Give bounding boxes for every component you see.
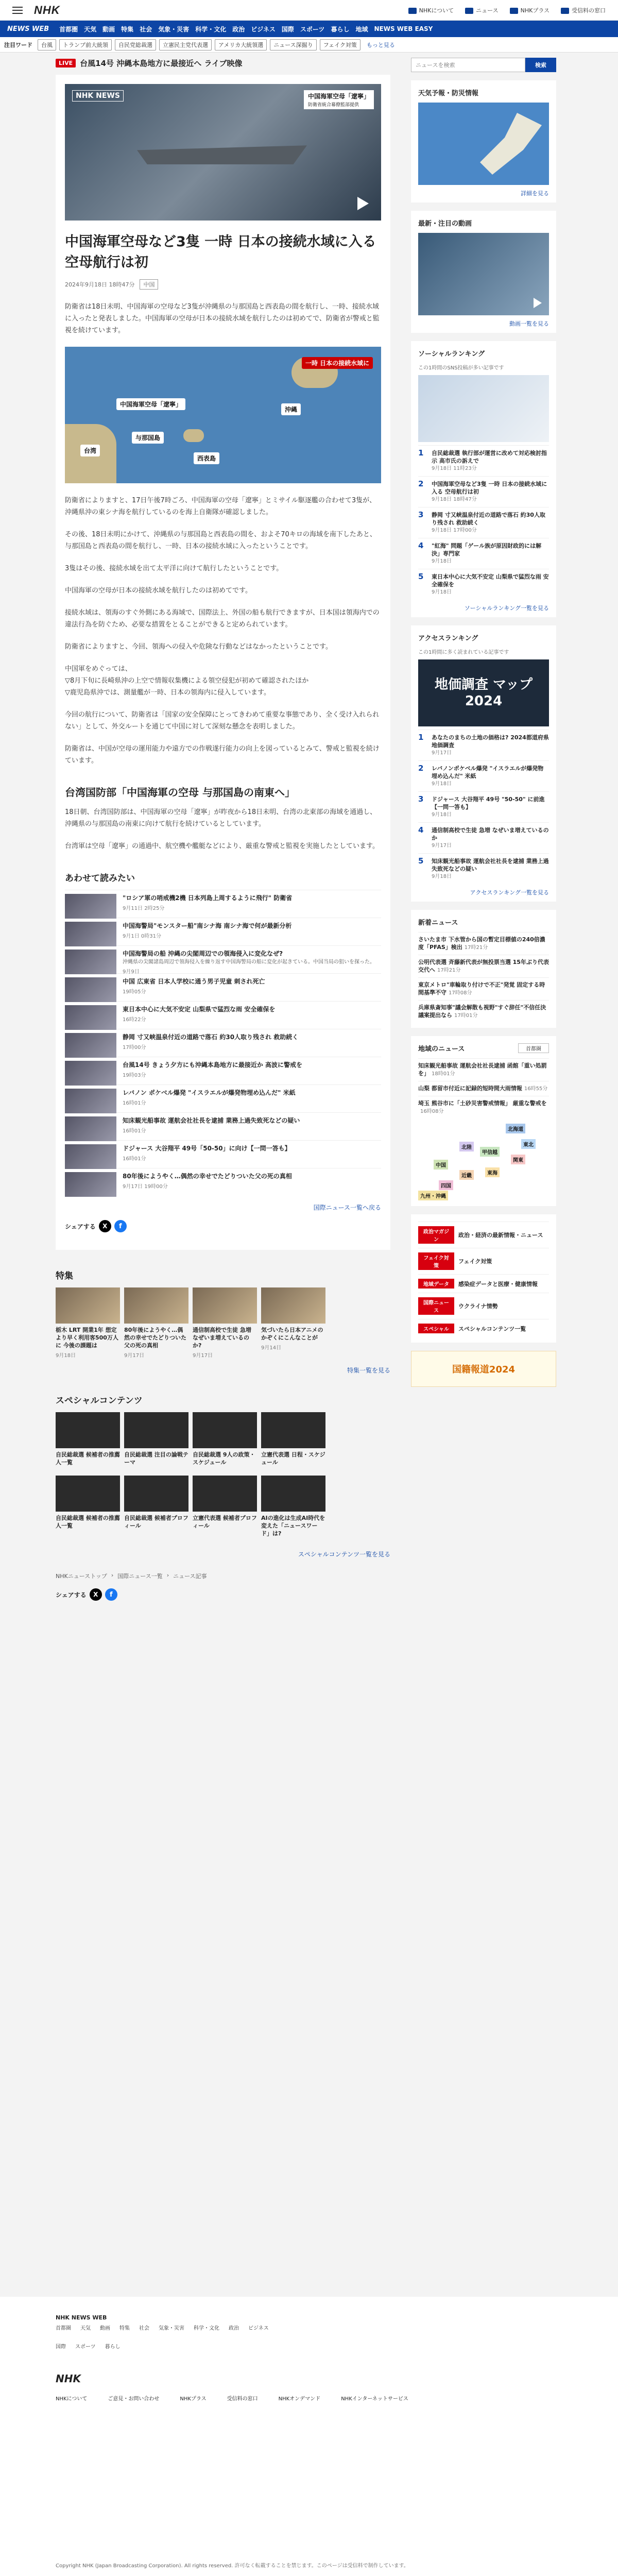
breadcrumb-item[interactable]: NHKニューストップ bbox=[56, 1573, 107, 1580]
news-icon bbox=[465, 8, 473, 14]
list-item[interactable]: レバノン ポケベル爆発 "イスラエルが爆発物埋め込んだ" 米紙 16時01分 bbox=[65, 1084, 381, 1112]
region-map bbox=[418, 1118, 549, 1201]
list-item[interactable]: 中国海警局"モンスター船"南シナ海 南シナ海で何が最新分析 9月1日 0時31分 bbox=[65, 918, 381, 945]
footer-nhk-logo[interactable]: NHK bbox=[56, 2372, 81, 2385]
thumbnail bbox=[65, 1061, 116, 1086]
header-links bbox=[408, 0, 606, 21]
article-paragraph: 防衛省は、中国が空母の運用能力や遠方での作戦遂行能力の向上を図っているとみて、警戒と監視を続けています。 bbox=[65, 745, 380, 765]
breadcrumb: NHKニューストップ › 国際ニュース一覧 › ニュース記事 bbox=[56, 1572, 207, 1580]
region-button[interactable]: 中国 bbox=[434, 1160, 448, 1170]
region-button[interactable]: 近畿 bbox=[459, 1170, 474, 1180]
trend-tag[interactable]: 自民党総裁選 bbox=[115, 39, 156, 50]
trend-tag[interactable]: 台風 bbox=[38, 39, 56, 50]
nav-item[interactable]: 気象・災害 bbox=[158, 25, 190, 33]
thumbnail bbox=[261, 1287, 325, 1324]
facebook-share-icon[interactable]: f bbox=[114, 1220, 127, 1232]
thumbnail bbox=[193, 1412, 257, 1448]
nav-item[interactable]: 動画 bbox=[102, 25, 115, 33]
list-item[interactable]: ドジャース 大谷翔平 49号「50-50」に向け【一問一答も】 16時01分 bbox=[65, 1140, 381, 1168]
thumbnail bbox=[65, 1116, 116, 1141]
list-item[interactable]: 静岡 寸又峡温泉付近の道路で落石 約30人取り残され 救助続く 17時00分 bbox=[65, 1029, 381, 1057]
nhk-news-logo: NHK NEWS bbox=[72, 90, 124, 101]
article-paragraph: 今回の航行について、防衛省は「国家の安全保障にとってきわめて重要な事態であり、全く受け入れられない」として、外交ルートを通じて中国に対して深刻な懸念を表明しました。 bbox=[65, 711, 380, 731]
article-category[interactable]: 中国 bbox=[140, 279, 158, 290]
region-button[interactable]: 四国 bbox=[439, 1180, 453, 1190]
ranking-item[interactable]: 5 知床観光船事故 運航会社社長を逮捕 業務上過失致死などの疑い 9月18日 bbox=[418, 853, 549, 884]
article-meta bbox=[65, 279, 381, 290]
play-icon bbox=[534, 298, 542, 308]
link-row[interactable]: スペシャル スペシャルコンテンツ一覧 bbox=[418, 1319, 549, 1337]
feature-grid bbox=[56, 1287, 390, 1359]
copyright: Copyright NHK (Japan Broadcasting Corporation). All rights reserved. 許可なく転載することを禁じます。このページは受信料で制作しています。 bbox=[56, 2563, 409, 2569]
access-heading: アクセスランキング bbox=[418, 635, 478, 642]
nav-item[interactable]: 天気 bbox=[84, 25, 97, 33]
thumbnail bbox=[65, 1005, 116, 1030]
japan-shape bbox=[480, 113, 542, 175]
ranking-item[interactable]: 3 静岡 寸又峡温泉付近の道路で落石 約30人取り残され 救助続く 9月18日 17時00分 bbox=[418, 507, 549, 538]
list-item[interactable]: 兵庫県斎知事"議会解散も視野"すぐ辞任"不信任決議案提出なら 17時01分 bbox=[418, 1000, 549, 1023]
special-card[interactable]: 立憲代表選 日程・スケジュール bbox=[261, 1412, 325, 1466]
local-heading: 地域のニュース bbox=[418, 1045, 465, 1053]
latest-video-thumb[interactable] bbox=[418, 233, 549, 315]
list-item[interactable]: 知床観光船事故 運航会社社長を逮捕 業務上過失致死などの疑い 16時01分 bbox=[65, 1112, 381, 1140]
article-subheading: 台湾国防部「中国海軍の空母 与那国島の南東へ」 bbox=[65, 786, 295, 799]
thumbnail bbox=[193, 1287, 257, 1324]
map-label-taiwan: 台湾 bbox=[80, 445, 100, 456]
latest-link[interactable]: 動画一覧を見る bbox=[509, 320, 549, 327]
feature-card[interactable]: 栃木 LRT 開業1年 想定より早く利用客500万人に 今後の課題は 9月18日 bbox=[56, 1287, 120, 1359]
special-title: スペシャルコンテンツ bbox=[56, 1396, 143, 1406]
ranking-item[interactable]: 4 通信制高校で生徒 急増 なぜいま増えているのか 9月17日 bbox=[418, 822, 549, 853]
thumbnail bbox=[65, 1033, 116, 1058]
nav-item[interactable]: 政治 bbox=[232, 25, 245, 33]
thumbnail bbox=[124, 1287, 188, 1324]
thumbnail bbox=[56, 1412, 120, 1448]
carrier-image bbox=[137, 141, 307, 164]
list-item[interactable]: さいたま市 下水管から国の暫定目標値の240倍濃度「PFAS」検出 17時21分 bbox=[418, 932, 549, 955]
thumbnail bbox=[193, 1476, 257, 1512]
header-link-about[interactable]: NHKについて bbox=[408, 6, 454, 14]
nav-item[interactable]: NEWS WEB EASY bbox=[374, 25, 433, 32]
nav-item[interactable]: 首都圏 bbox=[59, 25, 78, 33]
trend-tag[interactable]: トランプ前大統領 bbox=[59, 39, 112, 50]
link-row[interactable]: フェイク対策 フェイク対策 bbox=[418, 1248, 549, 1274]
thumbnail bbox=[124, 1476, 188, 1512]
ranking-item[interactable]: 5 東日本中心に大気不安定 山梨県で猛烈な雨 安全確保を 9月18日 bbox=[418, 569, 549, 600]
main-nav bbox=[0, 21, 618, 37]
thumbnail bbox=[65, 922, 116, 946]
list-item[interactable]: 東京メトロ"車輪取り付けで不正"発覚 固定する時間基準不守 17時08分 bbox=[418, 977, 549, 1000]
article-paragraph: 防衛省によりますと、17日午後7時ごろ、中国海軍の空母「遼寧」とミサイル駆逐艦の合わせて3隻が、沖縄県沖の東シナ海を航行しているのを海上自衛隊が確認しました。 bbox=[65, 497, 376, 516]
list-item[interactable]: 台風14号 きょう夕方にも沖縄本島地方に最接近か 高波に警戒を 19時03分 bbox=[65, 1057, 381, 1084]
facebook-share-icon[interactable]: f bbox=[105, 1588, 117, 1601]
search-input[interactable] bbox=[411, 58, 525, 72]
latest-video-box bbox=[411, 211, 556, 333]
fee-icon bbox=[561, 8, 569, 14]
about-icon bbox=[408, 8, 417, 14]
trend-words bbox=[0, 37, 618, 53]
related-more-link[interactable]: 国際ニュース一覧へ戻る bbox=[313, 1204, 381, 1211]
search-button[interactable]: 検索 bbox=[525, 58, 556, 72]
thumbnail bbox=[65, 894, 116, 919]
article-date: 2024年9月18日 18時47分 bbox=[65, 281, 135, 288]
ranking-item[interactable]: 3 ドジャース 大谷翔平 49号 "50-50" に前進 【一問一答も】 9月18日 bbox=[418, 791, 549, 822]
related-title: あわせて読みたい bbox=[65, 873, 135, 884]
land-price-banner[interactable]: 地価調査 マップ 2024 bbox=[418, 659, 549, 726]
trend-tag[interactable]: ニュース深掘り bbox=[270, 39, 316, 50]
ranking-item[interactable]: 2 レバノンポケベル爆発 "イスラエルが爆発物埋め込んだ" 米紙 9月18日 bbox=[418, 760, 549, 791]
nav-item[interactable]: 暮らし bbox=[331, 25, 350, 33]
side-column bbox=[411, 58, 556, 1609]
header-link-plus[interactable]: NHKプラス bbox=[510, 6, 550, 14]
search-box bbox=[411, 58, 556, 72]
weather-map[interactable] bbox=[418, 103, 549, 185]
latest-heading: 最新・注目の動画 bbox=[418, 220, 472, 228]
trend-more-link[interactable]: もっと見る bbox=[366, 41, 395, 48]
x-share-icon[interactable]: X bbox=[99, 1220, 111, 1232]
trend-tag[interactable]: 立憲民主党代表選 bbox=[159, 39, 212, 50]
special-card[interactable]: 自民総裁選 注目の論戦テーマ bbox=[124, 1412, 188, 1466]
link-row[interactable]: 政治マガジン 政治・経済の最新情報・ニュース bbox=[418, 1222, 549, 1248]
thumbnail bbox=[65, 950, 116, 974]
article-paragraph: 防衛省によりますと、今回、領海への侵入や危険な行動などはなかったということです。 bbox=[65, 643, 332, 651]
social-ranking-box: ソーシャルランキング この1時間のSNS投稿が多い記事です 1 自民総裁選 執行部が運営に改めて対応検討指示 高市氏の訴えで 9月18日 11時23分 2 中国海軍空母など3隻 一時 日本の接続水域に入る 空母航行は初 9月18日 18時47分 3 静岡 寸又峡温泉付近の道路で落石 約30人取り残され 救助続く 9月18日 17時00分 4 "紅海" 問題「ゲール族が原因財政的には解決」専門家 9月18日 5 東日本中心に大気不安定 山梨県で猛烈な雨 安全確保を 9月18日 ソーシャルランキング一覧を見る bbox=[411, 341, 556, 617]
thumbnail bbox=[65, 977, 116, 1002]
special-more-link[interactable]: スペシャルコンテンツ一覧を見る bbox=[298, 1551, 390, 1558]
map-label-yonaguni: 与那国島 bbox=[132, 432, 164, 444]
ranking-item[interactable]: 1 あなたのまちの土地の価格は? 2024都道府県地価調査 9月17日 bbox=[418, 730, 549, 760]
thumbnail bbox=[124, 1412, 188, 1448]
map-label-note: 一時 日本の接続水域に bbox=[302, 357, 373, 369]
map-label-okinawa: 沖縄 bbox=[281, 403, 301, 415]
region-button[interactable]: 北陸 bbox=[459, 1142, 474, 1151]
footer-nav: NHKについて ご意見・お問い合わせ NHKプラス 受信料の窓口 NHKオンデマンド NHKインターネットサービス bbox=[56, 2396, 408, 2402]
special-card[interactable]: 自民総裁選 候補者の推薦人一覧 bbox=[56, 1476, 120, 1537]
access-link[interactable]: アクセスランキング一覧を見る bbox=[470, 889, 549, 896]
header-link-news[interactable]: ニュース bbox=[465, 6, 498, 14]
list-item[interactable]: "ロシア軍の哨戒機2機 日本列島上周するように飛行" 防衛省 9月11日 2時25分 bbox=[65, 890, 381, 918]
special-grid bbox=[56, 1412, 390, 1543]
thumbnail bbox=[65, 1172, 116, 1197]
social-link[interactable]: ソーシャルランキング一覧を見る bbox=[464, 605, 549, 612]
region-select[interactable]: 首都圏 bbox=[518, 1043, 549, 1053]
weather-heading: 天気予報・防災情報 bbox=[418, 90, 479, 97]
region-button[interactable]: 東北 bbox=[521, 1139, 536, 1149]
article-paragraph: 台湾軍は空母「遼寧」の通過中、航空機や艦艇などにより、厳重な警戒と監視を実施したとしています。 bbox=[65, 842, 379, 850]
article-paragraph: 防衛省は18日未明、中国海軍の空母など3隻が沖縄県の与那国島と西表島の間を航行し、一時、接続水域に入ったと発表しました。中国海軍の空母が日本の接続水域を航行したのは初めてで、防衛省が警戒と監視を続けています。 bbox=[65, 303, 380, 334]
nhk-logo[interactable]: NHK bbox=[34, 3, 60, 16]
breadcrumb-item: ニュース記事 bbox=[173, 1573, 207, 1580]
article-title: 中国海軍空母など3隻 一時 日本の接続水域に入る 空母航行は初 bbox=[65, 234, 376, 270]
feature-title: 特集 bbox=[56, 1271, 73, 1281]
thumbnail bbox=[56, 1476, 120, 1512]
list-item[interactable]: 公明代表選 斉藤新代表が無投票当選 15年ぶり代表交代へ 17時21分 bbox=[418, 955, 549, 977]
article-card bbox=[56, 75, 390, 1250]
play-icon[interactable] bbox=[357, 197, 369, 210]
nav-item[interactable]: 社会 bbox=[140, 25, 152, 33]
list-item[interactable]: 埼玉 熊谷市に「土砂災害警戒情報」 厳重な警戒を16時08分 bbox=[418, 1096, 549, 1118]
feature-more-link[interactable]: 特集一覧を見る bbox=[347, 1367, 390, 1374]
list-item[interactable]: 東日本中心に大気不安定 山梨県で猛烈な雨 安全確保を 16時22分 bbox=[65, 1001, 381, 1029]
ranking-thumb bbox=[418, 375, 549, 442]
trend-tag[interactable]: フェイク対策 bbox=[320, 39, 360, 50]
island-landmass bbox=[183, 429, 204, 442]
link-row[interactable]: 地域データ 感染症データと医療・健康情報 bbox=[418, 1274, 549, 1293]
promo-banner[interactable]: 国籍報道2024 bbox=[411, 1351, 556, 1387]
live-text: 台風14号 沖縄本島地方に最接近へ ライブ映像 bbox=[80, 59, 243, 68]
list-item[interactable]: 知床観光船事故 運航会社社長逮捕 函館「重い処罰を」 18時01分 bbox=[418, 1058, 549, 1081]
article-paragraph: 中国海軍の空母が日本の接続水域を航行したのは初めてです。 bbox=[65, 587, 252, 595]
new-arrival-heading: 新着ニュース bbox=[418, 919, 458, 927]
list-item[interactable]: 中国 広東省 日本人学校に通う男子児童 刺され死亡 19時05分 bbox=[65, 973, 381, 1001]
list-item[interactable]: 山梨 都留市付近に記録的短時間大雨情報 16時55分 bbox=[418, 1081, 549, 1096]
news-web-brand[interactable]: NEWS WEB bbox=[7, 25, 49, 33]
footer-links: 首都圏 天気 動画 特集 社会 気象・災害 科学・文化 政治 ビジネス 国際 スポーツ 暮らし bbox=[56, 2326, 269, 2350]
footer bbox=[0, 2297, 618, 2576]
link-list-box bbox=[411, 1214, 556, 1343]
special-card[interactable]: 自民総裁選 候補者の推薦人一覧 bbox=[56, 1412, 120, 1466]
article-paragraph: 3隻はその後、接続水域を出て太平洋に向けて航行したということです。 bbox=[65, 565, 283, 572]
map-label-ship: 中国海軍空母「遼寧」 bbox=[116, 398, 185, 410]
special-card[interactable]: 自民総裁選 9人の政策・スケジュール bbox=[193, 1412, 257, 1466]
region-button[interactable]: 東海 bbox=[485, 1167, 500, 1177]
new-arrival-box bbox=[411, 910, 556, 1028]
list-item[interactable]: 中国海警局の船 沖縄の尖閣周辺での領海侵入に変化なぜ? 沖縄県の尖閣諸島周辺で領海侵入を繰り返す中国海警局の船に変化が起きている。中国当局の狙いを探った。 9月9日 bbox=[65, 945, 381, 973]
article-paragraph: 接続水域は、領海のすぐ外側にある海域で、国際法上、外国の船も航行できますが、日本国は領海内での違法行為を防ぐため、必要な措置をとることができると定められています。 bbox=[65, 609, 380, 629]
nav-item[interactable]: スポーツ bbox=[300, 25, 325, 33]
map-label-iriomote: 西表島 bbox=[194, 452, 219, 464]
local-news-box bbox=[411, 1036, 556, 1206]
footer-brand: NHK NEWS WEB bbox=[56, 2314, 107, 2321]
thumbnail bbox=[65, 1089, 116, 1113]
share-bar-bottom bbox=[56, 1588, 390, 1601]
share-label: シェアする bbox=[56, 1591, 87, 1599]
link-row[interactable]: 国際ニュース ウクライナ情勢 bbox=[418, 1293, 549, 1319]
feature-card[interactable]: 気づいたら日本アニメのかぞくにこんなことが 9月14日 bbox=[261, 1287, 325, 1359]
top-header bbox=[0, 0, 618, 21]
region-button[interactable]: 甲信越 bbox=[480, 1147, 500, 1157]
header-link-fee[interactable]: 受信料の窓口 bbox=[561, 6, 606, 14]
thumbnail bbox=[261, 1412, 325, 1448]
article-map bbox=[65, 347, 381, 483]
special-card[interactable]: 立憲代表選 候補者プロフィール bbox=[193, 1476, 257, 1537]
access-ranking-box: アクセスランキング この1時間に多く読まれている記事です 地価調査 マップ 2024 1 あなたのまちの土地の価格は? 2024都道府県地価調査 9月17日 2 レバノンポケベル爆発 "イスラエルが爆発物埋め込んだ" 米紙 9月18日 3 ドジャース 大谷翔平 49号 "50-50" に前進 【一問一答も】 9月18日 4 通信制高校で生徒 急増 なぜいま増えているのか 9月17日 5 知床観光船事故 運航会社社長を逮捕 業務上過失致死などの疑い 9月18日 アクセスランキング一覧を見る bbox=[411, 625, 556, 902]
weather-link[interactable]: 詳細を見る bbox=[521, 190, 549, 197]
special-card[interactable]: AIの進化は生成AI時代を変えた「ニュースワード」は? bbox=[261, 1476, 325, 1537]
thumbnail bbox=[65, 1144, 116, 1169]
live-badge: LIVE bbox=[56, 59, 76, 67]
trend-label: 注目ワード bbox=[4, 41, 32, 48]
live-banner[interactable] bbox=[56, 58, 390, 69]
breadcrumb-item[interactable]: 国際ニュース一覧 bbox=[117, 1573, 163, 1580]
ranking-item[interactable]: 2 中国海軍空母など3隻 一時 日本の接続水域に入る 空母航行は初 9月18日 18時47分 bbox=[418, 476, 549, 507]
x-share-icon[interactable]: X bbox=[90, 1588, 102, 1601]
share-bar bbox=[65, 1220, 381, 1232]
feature-card[interactable]: 通信制高校で生徒 急増 なぜいま増えているのか? 9月17日 bbox=[193, 1287, 257, 1359]
plus-icon bbox=[510, 8, 518, 14]
article-paragraph: 18日朝、台湾国防部は、中国海軍の空母「遼寧」が昨夜から18日未明、台湾の北東部の海域を通過し、沖縄県の与那国島の南東に向けて航行を続けているとしています。 bbox=[65, 808, 377, 828]
hero-video[interactable] bbox=[65, 84, 381, 221]
list-item[interactable]: 80年後にようやく…偶然の幸せでたどりついた父の死の真相 9月17日 19時00分 bbox=[65, 1168, 381, 1196]
share-label: シェアする bbox=[65, 1223, 96, 1230]
feature-card[interactable]: 80年後にようやく…偶然の幸せでたどりついた父の死の真相 9月17日 bbox=[124, 1287, 188, 1359]
nav-item[interactable]: ビジネス bbox=[251, 25, 276, 33]
ranking-item[interactable]: 1 自民総裁選 執行部が運営に改めて対応検討指示 高市氏の訴えで 9月18日 11時23分 bbox=[418, 445, 549, 476]
social-heading: ソーシャルランキング bbox=[418, 350, 485, 358]
nav-item[interactable]: 特集 bbox=[121, 25, 134, 33]
menu-icon[interactable] bbox=[12, 7, 23, 14]
related-list bbox=[65, 890, 381, 1196]
ranking-item[interactable]: 4 "紅海" 問題「ゲール族が原因財政的には解決」専門家 9月18日 bbox=[418, 538, 549, 569]
nav-item[interactable]: 国際 bbox=[281, 25, 294, 33]
hero-caption: 中国海軍空母「遼寧」 防衛省統合幕僚監部提供 bbox=[304, 90, 374, 109]
thumbnail bbox=[56, 1287, 120, 1324]
weather-box bbox=[411, 80, 556, 202]
nav-item[interactable]: 地域 bbox=[355, 25, 368, 33]
article-paragraph: その後、18日未明にかけて、沖縄県の与那国島と西表島の間を、およそ70キロの海域を南下したあと、与那国島と西表島の間を航行し、一時、日本の接続水域に入ったということです。 bbox=[65, 531, 376, 550]
nav-item[interactable]: 科学・文化 bbox=[195, 25, 227, 33]
region-button[interactable]: 北海道 bbox=[506, 1124, 525, 1133]
region-button[interactable]: 九州・沖縄 bbox=[418, 1191, 448, 1200]
region-button[interactable]: 関東 bbox=[511, 1155, 525, 1164]
article-paragraph: 中国軍をめぐっては、 ▽8月下旬に長崎県沖の上空で情報収集機による領空侵犯が初めて確認されたほか ▽鹿児島県沖では、測量艦が一時、日本の領海内に侵入しています。 bbox=[65, 665, 309, 697]
trend-tag[interactable]: アメリカ大統領選 bbox=[215, 39, 267, 50]
main-column bbox=[56, 58, 390, 1609]
special-card[interactable]: 自民総裁選 候補者プロフィール bbox=[124, 1476, 188, 1537]
thumbnail bbox=[261, 1476, 325, 1512]
